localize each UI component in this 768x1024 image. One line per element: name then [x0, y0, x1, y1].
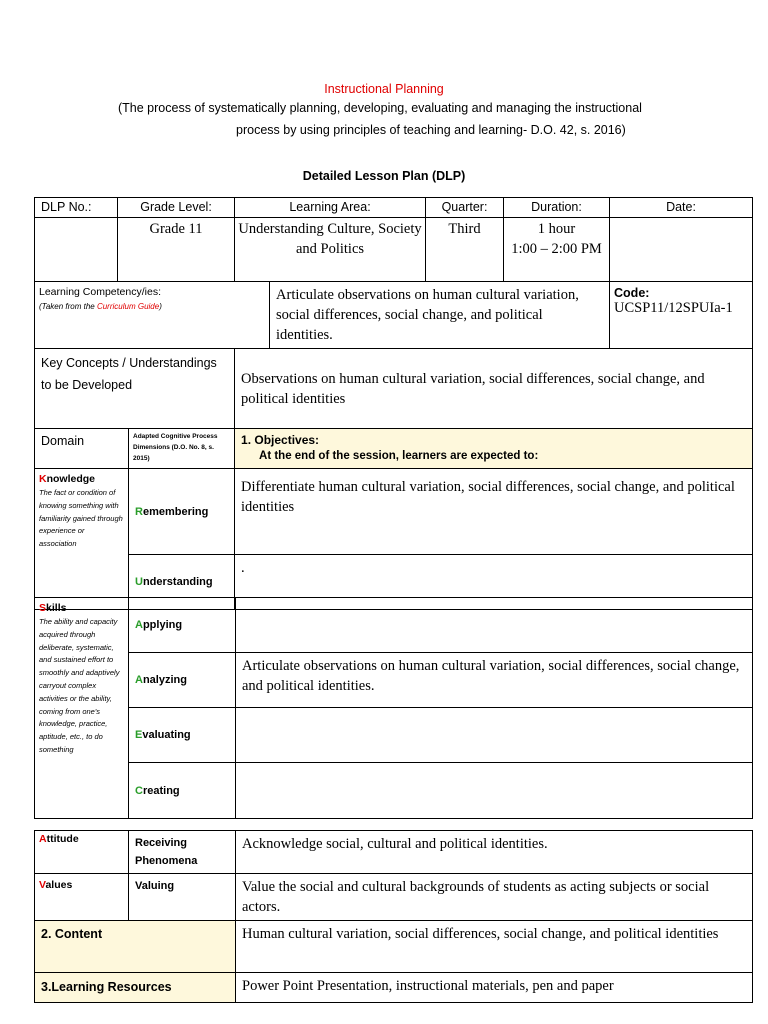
values-label: Values: [35, 874, 129, 921]
level-analyzing: Analyzing: [129, 653, 236, 708]
objectives-title: 1. Objectives:: [241, 433, 320, 447]
duration-line-2: 1:00 – 2:00 PM: [511, 241, 602, 257]
level-applying: Applying: [129, 598, 236, 653]
skills-cell: [35, 598, 129, 819]
values-level: Valuing: [129, 874, 236, 921]
attitude-level: Receiving Phenomena: [129, 831, 236, 874]
skills-description: The ability and capacity acquired through deliberate, systematic, and sustained effort to smoothly and adaptively carryout complex activities or the ability, coming from one's knowledge, practice, aptitude, etc., to do something: [39, 617, 120, 754]
attitude-label: Attitude: [35, 831, 129, 874]
objectives-subtitle: At the end of the session, learners are expected to:: [259, 450, 539, 462]
date-value: [610, 218, 753, 282]
creating-objective: [236, 763, 753, 819]
competency-text: Articulate observations on human cultural variation, social differences, social change, and political identities.: [270, 282, 610, 349]
level-understanding: Understanding: [129, 555, 235, 610]
remembering-objective: Differentiate human cultural variation, social differences, social change, and political identities: [235, 469, 753, 555]
dlp-no-value: [35, 218, 118, 282]
knowledge-label: Knowledge: [39, 473, 96, 485]
key-concepts-row: [35, 349, 753, 429]
content-text: Human cultural variation, social differences, social change, and political identities: [236, 921, 753, 973]
understanding-objective: .: [235, 555, 753, 610]
analyzing-objective: Articulate observations on human cultural variation, social differences, social change, and political identities.: [236, 653, 753, 708]
curriculum-guide-link: Curriculum Guide: [96, 302, 160, 311]
resources-row: [35, 973, 753, 1003]
domain-row: [35, 429, 753, 469]
grade-level-value: Grade 11: [118, 218, 235, 282]
subtitle-line-2: process by using principles of teaching and learning- D.O. 42, s. 2016): [236, 123, 626, 137]
competency-note: (Taken from the Curriculum Guide): [39, 302, 162, 311]
competency-label-cell: [35, 282, 270, 349]
level-evaluating: Evaluating: [129, 708, 236, 763]
skills-table: [34, 597, 753, 819]
key-concepts-label: Key Concepts / Understandings to be Developed: [35, 349, 235, 429]
subtitle-line-1: (The process of systematically planning, developing, evaluating and managing the instructional: [118, 101, 642, 115]
knowledge-description: The fact or condition of knowing something with familiarity gained through experience or association: [39, 488, 123, 549]
info-header-row: [35, 198, 753, 218]
skills-label: Skills: [39, 602, 67, 614]
skills-row-creating: [35, 763, 753, 819]
content-row: [35, 921, 753, 973]
content-label: 2. Content: [35, 921, 236, 973]
code-cell: [610, 282, 753, 349]
competency-label: Learning Competency/ies:: [39, 286, 161, 298]
code-value: UCSP11/12SPUIa-1: [614, 300, 733, 316]
quarter-value: Third: [426, 218, 504, 282]
page-title: Instructional Planning: [324, 82, 444, 96]
values-row: [35, 874, 753, 921]
applying-objective: [236, 598, 753, 653]
attitude-row: [35, 831, 753, 874]
duration-line-1: 1 hour: [537, 221, 576, 237]
dlp-title: Detailed Lesson Plan (DLP): [302, 169, 466, 183]
skills-row-applying: [35, 598, 753, 653]
attitude-content-table: [34, 830, 753, 1003]
resources-label: 3.Learning Resources: [35, 973, 236, 1003]
level-remembering: Remembering: [129, 469, 235, 555]
code-label: Code:: [614, 286, 650, 300]
date-header: Date:: [610, 198, 753, 218]
resources-text: Power Point Presentation, instructional materials, pen and paper: [236, 973, 753, 1003]
lesson-plan-table: [34, 197, 753, 610]
info-value-row: [35, 218, 753, 282]
grade-level-header: Grade Level:: [118, 198, 235, 218]
domain-label: Domain: [35, 429, 129, 469]
learning-area-value: Understanding Culture, Society and Politics: [235, 218, 426, 282]
dlp-no-header: DLP No.:: [35, 198, 118, 218]
knowledge-row-remembering: [35, 469, 753, 555]
duration-header: Duration:: [504, 198, 610, 218]
evaluating-objective: [236, 708, 753, 763]
objectives-header: [235, 429, 753, 469]
knowledge-cell: [35, 469, 129, 610]
key-concepts-text: Observations on human cultural variation, social differences, social change, and political identities: [235, 349, 753, 429]
quarter-header: Quarter:: [426, 198, 504, 218]
attitude-objective: Acknowledge social, cultural and political identities.: [236, 831, 753, 874]
learning-area-header: Learning Area:: [235, 198, 426, 218]
cognitive-dimensions-label: Adapted Cognitive Process Dimensions (D.O. No. 8, s. 2015): [129, 429, 235, 469]
values-objective: Value the social and cultural backgrounds of students as acting subjects or social actors.: [236, 874, 753, 921]
duration-value: [504, 218, 610, 282]
level-creating: Creating: [129, 763, 236, 819]
competency-row: [35, 282, 753, 349]
skills-row-analyzing: [35, 653, 753, 708]
skills-row-evaluating: [35, 708, 753, 763]
